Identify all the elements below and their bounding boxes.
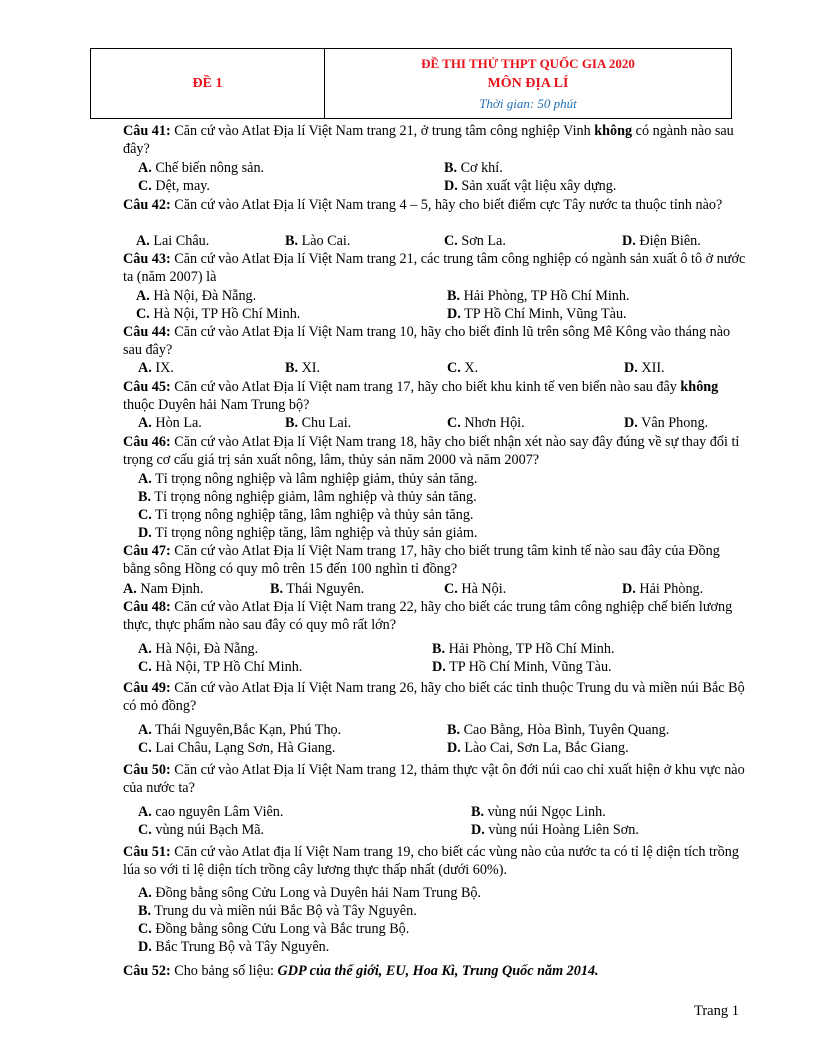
exam-code: ĐỀ 1 — [91, 49, 325, 118]
answer-option-c[interactable] — [447, 414, 525, 432]
answer-option-b[interactable] — [138, 488, 477, 506]
question-number: Câu 45: — [123, 379, 171, 395]
option-text: Hòn La. — [151, 415, 202, 431]
option-letter: D. — [447, 306, 461, 322]
option-letter: B. — [447, 722, 461, 738]
option-letter: C. — [138, 659, 152, 675]
option-text: Sản xuất vật liệu xây dựng. — [457, 178, 617, 194]
answer-option-b[interactable] — [471, 803, 606, 821]
question-text — [123, 323, 748, 359]
question-text-part: Căn cứ vào Atlat địa lí Việt Nam trang 19, cho biết các vùng nào của nước ta có tỉ lệ diện tích trồng lúa so với tỉ lệ diện tích trồng cây lương thực thấp nhất (dưới 60%). — [123, 844, 739, 878]
option-text: Đồng bằng sông Cửu Long và Duyên hải Nam Trung Bộ. — [151, 885, 482, 901]
option-text: vùng núi Hoàng Liên Sơn. — [484, 822, 639, 838]
option-text: Tỉ trọng nông nghiệp giảm, lâm nghiệp và thủy sản tăng. — [151, 489, 477, 505]
answer-option-a[interactable] — [138, 640, 258, 658]
option-text: XII. — [637, 360, 665, 376]
option-text: Sơn La. — [457, 233, 506, 249]
option-letter: D. — [624, 415, 638, 431]
option-text: Hà Nội, Đà Nẵng. — [149, 288, 257, 304]
option-letter: C. — [444, 581, 458, 597]
option-letter: B. — [270, 581, 284, 597]
option-letter: D. — [622, 233, 636, 249]
exam-subject: MÔN ĐỊA LÍ — [487, 75, 569, 91]
question-text — [123, 598, 748, 634]
question-text-part: không — [680, 379, 719, 395]
option-letter: C. — [444, 233, 458, 249]
page-number: Trang 1 — [694, 1003, 739, 1019]
option-letter: A. — [138, 360, 152, 376]
answer-option-a[interactable] — [138, 884, 481, 902]
answer-option-d[interactable] — [432, 658, 612, 676]
option-letter: C. — [138, 178, 152, 194]
answer-option-d[interactable] — [624, 414, 708, 432]
answer-option-d[interactable] — [622, 580, 703, 598]
option-letter: D. — [432, 659, 446, 675]
answer-option-a[interactable] — [138, 721, 341, 739]
option-text: Trung du và miền núi Bắc Bộ và Tây Nguyên. — [151, 903, 417, 919]
question-text-part: Cho bảng số liệu: — [170, 963, 278, 979]
option-letter: A. — [123, 581, 137, 597]
exam-title: ĐỀ THI THỬ THPT QUỐC GIA 2020 — [421, 55, 635, 71]
option-letter: C. — [447, 360, 461, 376]
question-number: Câu 51: — [123, 844, 171, 860]
question-text-part: Căn cứ vào Atlat Địa lí Việt Nam trang 10, hãy cho biết đỉnh lũ trên sông Mê Kông vào tháng nào sau đây? — [123, 324, 731, 358]
question-text-part: Căn cứ vào Atlat Địa lí Việt nam trang 17, hãy cho biết khu kinh tế ven biển nào sau đây — [170, 379, 681, 395]
answer-option-a[interactable] — [138, 159, 264, 177]
answer-option-a[interactable] — [136, 232, 209, 250]
option-letter: C. — [138, 822, 152, 838]
option-letter: C. — [138, 921, 152, 937]
exam-info — [325, 49, 731, 118]
option-text: Cơ khí. — [457, 160, 503, 176]
question-number: Câu 46: — [123, 434, 171, 450]
option-letter: D. — [444, 178, 458, 194]
option-letter: A. — [138, 885, 152, 901]
option-letter: A. — [136, 233, 150, 249]
question-text-part: Căn cứ vào Atlat Địa lí Việt Nam trang 22, hãy cho biết các trung tâm công nghiệp chế biến lương thực, thực phẩm nào sau đây có quy mô rất lớn? — [123, 599, 733, 633]
option-text: Hà Nội. — [457, 581, 507, 597]
question-number: Câu 47: — [123, 543, 171, 559]
answer-option-c[interactable] — [447, 359, 478, 377]
option-letter: A. — [138, 722, 152, 738]
option-letter: C. — [136, 306, 150, 322]
question-number: Câu 50: — [123, 762, 171, 778]
question-text-part: thuộc Duyên hải Nam Trung bộ? — [123, 397, 310, 413]
option-text: Đồng bằng sông Cửu Long và Bắc trung Bộ. — [151, 921, 410, 937]
question-text-part: Căn cứ vào Atlat Địa lí Việt Nam trang 4 – 5, hãy cho biết điểm cực Tây nước ta thuộc tỉnh nào? — [170, 197, 723, 213]
answer-option-b[interactable] — [138, 902, 417, 920]
answer-option-d[interactable] — [138, 524, 477, 542]
answer-option-c[interactable] — [444, 232, 506, 250]
option-text: Tỉ trọng nông nghiệp và lâm nghiệp giảm, thủy sản tăng. — [151, 471, 478, 487]
option-text: vùng núi Bạch Mã. — [151, 822, 265, 838]
question-number: Câu 52: — [123, 963, 171, 979]
answer-option-d[interactable] — [622, 232, 701, 250]
option-letter: A. — [136, 288, 150, 304]
answer-option-b[interactable] — [270, 580, 364, 598]
option-letter: D. — [447, 740, 461, 756]
option-letter: B. — [138, 903, 152, 919]
option-text: Nhơn Hội. — [460, 415, 525, 431]
answer-option-c[interactable] — [138, 506, 473, 524]
option-text: Thái Nguyên. — [283, 581, 365, 597]
answer-option-c[interactable] — [138, 177, 210, 195]
option-text: Hải Phòng, TP Hồ Chí Minh. — [460, 288, 630, 304]
answer-option-b[interactable] — [285, 359, 320, 377]
question-number: Câu 44: — [123, 324, 171, 340]
question-number: Câu 42: — [123, 197, 171, 213]
answer-option-a[interactable] — [136, 287, 256, 305]
option-text: Lai Châu, Lạng Sơn, Hà Giang. — [151, 740, 336, 756]
answer-option-d[interactable] — [447, 305, 627, 323]
option-text: vùng núi Ngọc Linh. — [484, 804, 606, 820]
option-text: Hải Phòng. — [635, 581, 704, 597]
question-text-part: Căn cứ vào Atlat Địa lí Việt Nam trang 18, hãy cho biết nhận xét nào say đây đúng về sự thay đổi tỉ trọng cơ cấu giá trị sản xuất nông, lâm, thủy sản năm 2000 và năm 2007? — [123, 434, 740, 468]
option-text: Tỉ trọng nông nghiệp tăng, lâm nghiệp và thủy sản giảm. — [151, 525, 478, 541]
option-text: X. — [460, 360, 479, 376]
answer-option-b[interactable] — [444, 159, 503, 177]
question-text — [123, 122, 748, 158]
option-letter: D. — [138, 525, 152, 541]
answer-option-c[interactable] — [444, 580, 506, 598]
question-number: Câu 43: — [123, 251, 171, 267]
question-text-part: Căn cứ vào Atlat Địa lí Việt Nam trang 21, ở trung tâm công nghiệp Vinh — [170, 123, 595, 139]
option-text: Lai Châu. — [149, 233, 210, 249]
option-letter: D. — [622, 581, 636, 597]
option-letter: B. — [447, 288, 461, 304]
option-text: Hà Nội, Đà Nẵng. — [151, 641, 259, 657]
question-text — [123, 250, 748, 286]
answer-option-c[interactable] — [138, 821, 264, 839]
question-text-part: không — [594, 123, 633, 139]
answer-option-d[interactable] — [138, 938, 329, 956]
option-letter: C. — [447, 415, 461, 431]
option-letter: A. — [138, 804, 152, 820]
option-text: Chế biến nông sản. — [151, 160, 265, 176]
answer-option-a[interactable] — [138, 470, 477, 488]
option-text: TP Hồ Chí Minh, Vũng Tàu. — [460, 306, 627, 322]
question-number: Câu 49: — [123, 680, 171, 696]
answer-option-a[interactable] — [123, 580, 203, 598]
option-letter: A. — [138, 641, 152, 657]
option-letter: A. — [138, 160, 152, 176]
question-text — [123, 962, 748, 980]
option-text: TP Hồ Chí Minh, Vũng Tàu. — [445, 659, 612, 675]
option-letter: D. — [138, 939, 152, 955]
answer-option-c[interactable] — [136, 305, 300, 323]
option-letter: C. — [138, 507, 152, 523]
option-letter: B. — [285, 415, 299, 431]
question-text — [123, 843, 748, 879]
option-text: Lào Cai, Sơn La, Bắc Giang. — [460, 740, 629, 756]
option-letter: B. — [444, 160, 458, 176]
answer-option-d[interactable] — [624, 359, 665, 377]
option-text: cao nguyên Lâm Viên. — [151, 804, 284, 820]
question-number: Câu 41: — [123, 123, 171, 139]
option-text: Cao Bằng, Hòa Bình, Tuyên Quang. — [460, 722, 670, 738]
answer-option-b[interactable] — [447, 287, 630, 305]
option-text: Điện Biên. — [635, 233, 701, 249]
exam-header-table — [90, 48, 732, 119]
question-text — [123, 196, 748, 214]
answer-option-b[interactable] — [432, 640, 615, 658]
option-text: Bắc Trung Bộ và Tây Nguyên. — [151, 939, 330, 955]
option-letter: B. — [138, 489, 152, 505]
option-letter: A. — [138, 415, 152, 431]
option-letter: B. — [471, 804, 485, 820]
question-text-part: Căn cứ vào Atlat Địa lí Việt Nam trang 12, thảm thực vật ôn đới núi cao chỉ xuất hiện ở khu vực nào của nước ta? — [123, 762, 745, 796]
answer-option-d[interactable] — [444, 177, 616, 195]
question-text-part: GDP của thế giới, EU, Hoa Kì, Trung Quốc năm 2014. — [277, 963, 599, 979]
answer-option-a[interactable] — [138, 359, 174, 377]
option-letter: C. — [138, 740, 152, 756]
answer-option-a[interactable] — [138, 803, 283, 821]
option-text: Hải Phòng, TP Hồ Chí Minh. — [445, 641, 615, 657]
answer-option-d[interactable] — [471, 821, 639, 839]
option-letter: D. — [624, 360, 638, 376]
answer-option-b[interactable] — [285, 232, 350, 250]
answer-option-b[interactable] — [285, 414, 351, 432]
question-text — [123, 378, 748, 414]
option-letter: B. — [432, 641, 446, 657]
option-text: Tỉ trọng nông nghiệp tăng, lâm nghiệp và thủy sản tăng. — [151, 507, 474, 523]
option-text: Nam Định. — [136, 581, 204, 597]
question-text-part: có ngành nào sau đây? — [123, 123, 734, 157]
option-letter: B. — [285, 233, 299, 249]
question-text — [123, 679, 748, 715]
answer-option-c[interactable] — [138, 739, 335, 757]
option-text: IX. — [151, 360, 174, 376]
option-text: Hà Nội, TP Hồ Chí Minh. — [149, 306, 301, 322]
question-text — [123, 761, 748, 797]
option-letter: B. — [285, 360, 299, 376]
question-text — [123, 542, 748, 578]
option-text: Lào Cai. — [298, 233, 351, 249]
question-text-part: Căn cứ vào Atlat Địa lí Việt Nam trang 17, hãy cho biết trung tâm kinh tế nào sau đây của Đồng bằng sông Hồng có quy mô trên 15 đến 100 nghìn tỉ đồng? — [123, 543, 720, 577]
answer-option-a[interactable] — [138, 414, 202, 432]
option-text: Thái Nguyên,Bắc Kạn, Phú Thọ. — [151, 722, 342, 738]
answer-option-b[interactable] — [447, 721, 669, 739]
answer-option-c[interactable] — [138, 658, 302, 676]
question-text-part: Căn cứ vào Atlat Địa lí Việt Nam trang 21, các trung tâm công nghiệp có ngành sản xuất ô tô ở nước ta (năm 2007) là — [123, 251, 746, 285]
option-text: Dệt, may. — [151, 178, 210, 194]
question-number: Câu 48: — [123, 599, 171, 615]
option-text: Hà Nội, TP Hồ Chí Minh. — [151, 659, 303, 675]
option-text: XI. — [298, 360, 321, 376]
exam-duration: Thời gian: 50 phút — [479, 95, 577, 111]
option-letter: A. — [138, 471, 152, 487]
answer-option-d[interactable] — [447, 739, 629, 757]
answer-option-c[interactable] — [138, 920, 409, 938]
option-letter: D. — [471, 822, 485, 838]
option-text: Chu Lai. — [298, 415, 352, 431]
option-text: Vân Phong. — [637, 415, 709, 431]
question-text — [123, 433, 748, 469]
question-text-part: Căn cứ vào Atlat Địa lí Việt Nam trang 26, hãy cho biết các tỉnh thuộc Trung du và miền núi Bắc Bộ có mỏ đồng? — [123, 680, 745, 714]
